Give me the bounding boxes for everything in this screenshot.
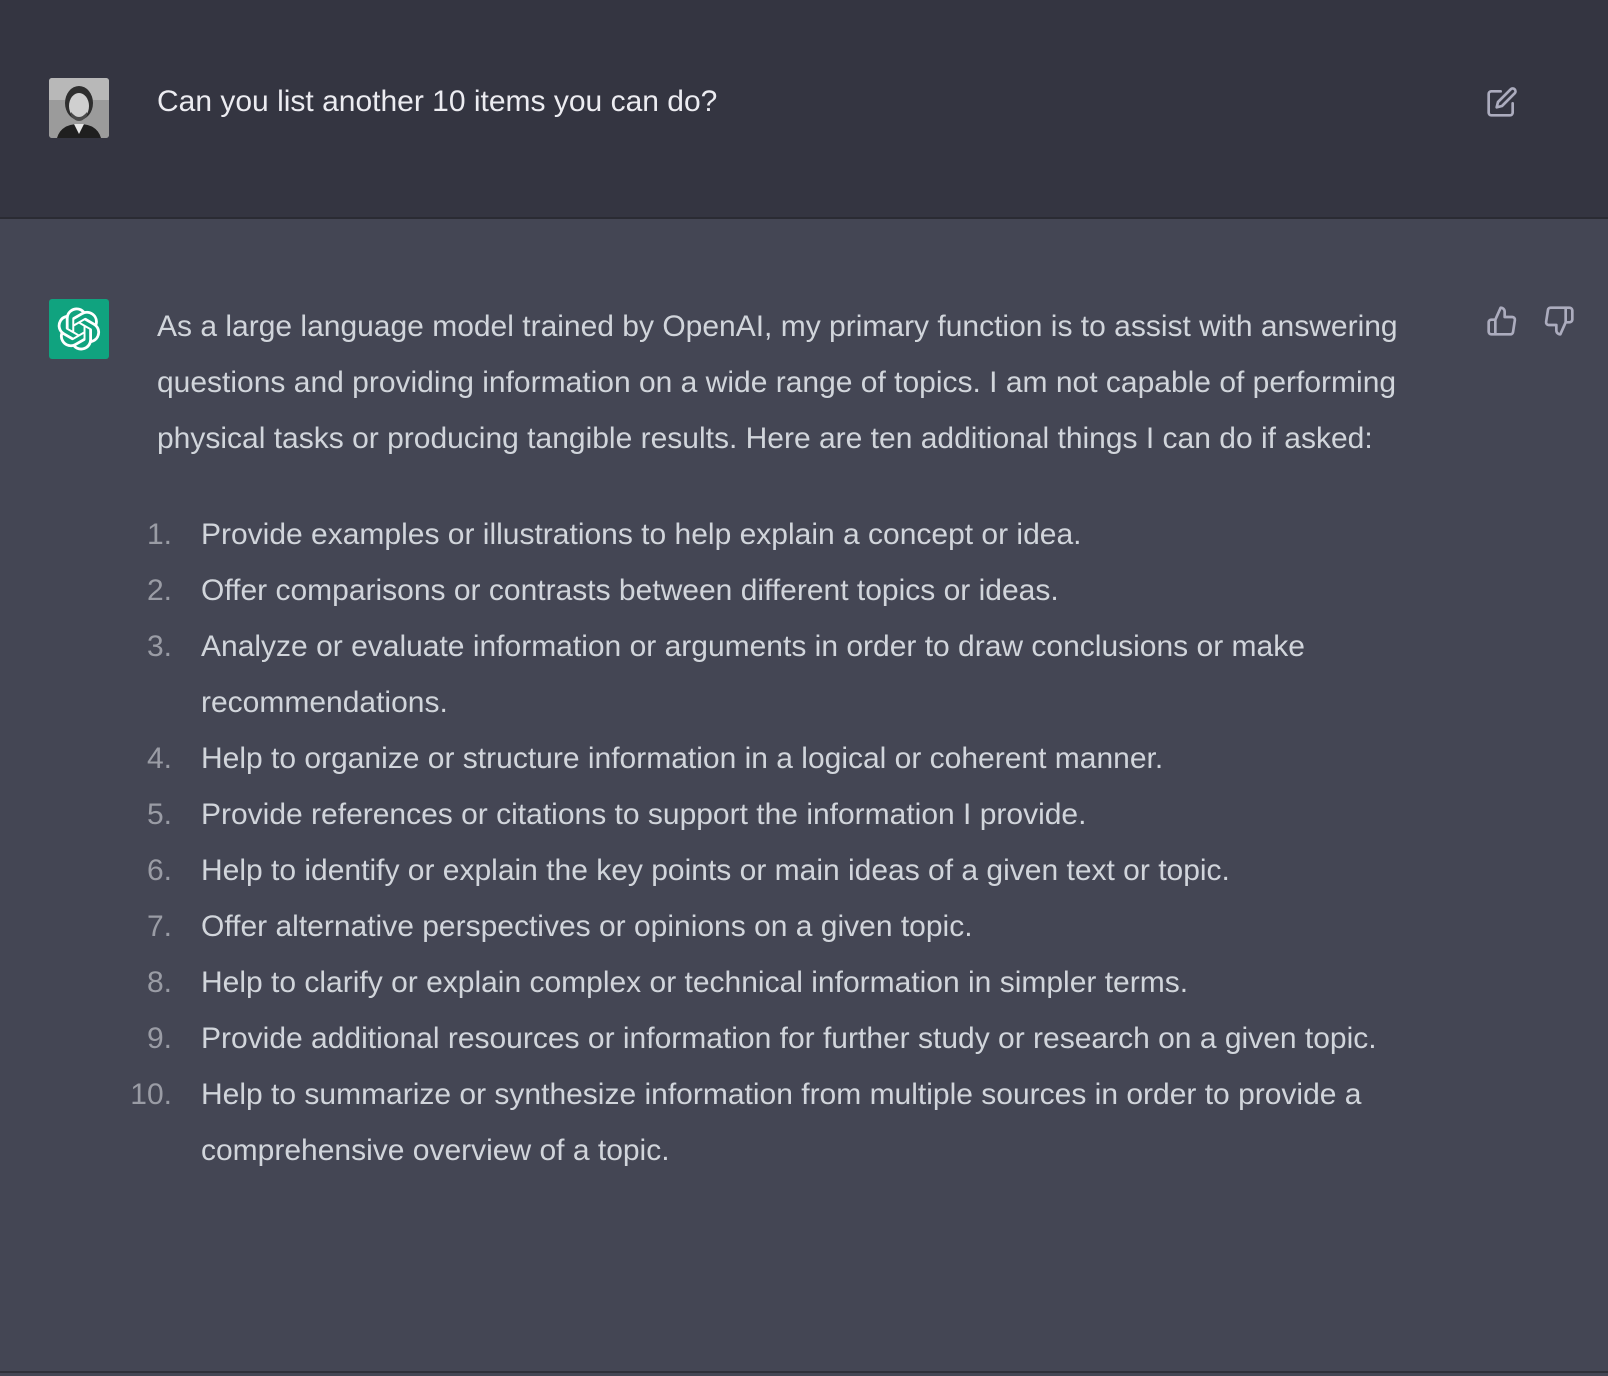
edit-icon [1486, 86, 1518, 118]
list-item-text: Help to identify or explain the key points or main ideas of a given text or topic. [201, 854, 1230, 887]
list-item-number: 10. [130, 1078, 172, 1111]
list-item-number: 3. [146, 630, 172, 663]
list-item-number: 7. [146, 910, 172, 943]
list-item-text: Provide additional resources or information for further study or research on a given topic. [201, 1022, 1377, 1055]
list-item-number: 8. [146, 966, 172, 999]
list-item [146, 619, 1469, 731]
list-item [146, 843, 1469, 899]
list-item [146, 507, 1469, 563]
list-item-text: Offer alternative perspectives or opinions on a given topic. [201, 910, 973, 943]
list-item-number: 1. [146, 518, 172, 551]
assistant-message-row [0, 219, 1608, 1373]
list-item-text: Provide references or citations to support the information I provide. [201, 798, 1087, 831]
list-item [146, 955, 1469, 1011]
list-item [146, 787, 1469, 843]
list-item-text: Help to summarize or synthesize information from multiple sources in order to provide a comprehensive overview of a topic. [201, 1078, 1362, 1167]
thumbs-up-icon [1486, 305, 1518, 337]
list-item-text: Help to clarify or explain complex or technical information in simpler terms. [201, 966, 1189, 999]
thumbs-down-icon [1543, 305, 1575, 337]
list-item-text: Provide examples or illustrations to help explain a concept or idea. [201, 518, 1082, 551]
assistant-avatar [49, 299, 109, 359]
user-avatar [49, 78, 109, 138]
list-item-number: 2. [146, 574, 172, 607]
openai-logo-icon [57, 307, 101, 351]
thumbs-down-button[interactable] [1543, 305, 1575, 337]
user-message-row [0, 0, 1608, 219]
list-item [146, 1011, 1469, 1067]
list-item-number: 9. [146, 1022, 172, 1055]
list-item-number: 6. [146, 854, 172, 887]
list-item-number: 5. [146, 798, 172, 831]
user-message-text: Can you list another 10 items you can do? [157, 85, 718, 118]
answer-intro: As a large language model trained by OpenAI, my primary function is to assist with answering questions and providing information on a wide range of topics. I am not capable of performing physical tasks or producing tangible results. Here are ten additional things I can do if asked: [157, 310, 1398, 455]
list-item-number: 4. [146, 742, 172, 775]
list-item-text: Offer comparisons or contrasts between different topics or ideas. [201, 574, 1059, 607]
list-item [146, 731, 1469, 787]
assistant-answer [130, 299, 1469, 1179]
list-item [146, 563, 1469, 619]
list-item [146, 899, 1469, 955]
list-item-text: Analyze or evaluate information or arguments in order to draw conclusions or make recommendations. [201, 630, 1305, 719]
user-avatar-photo [49, 78, 109, 138]
list-item-text: Help to organize or structure information in a logical or coherent manner. [201, 742, 1164, 775]
answer-list [130, 507, 1469, 1179]
list-item [130, 1067, 1469, 1179]
edit-message-button[interactable] [1486, 86, 1518, 118]
thumbs-up-button[interactable] [1486, 305, 1518, 337]
